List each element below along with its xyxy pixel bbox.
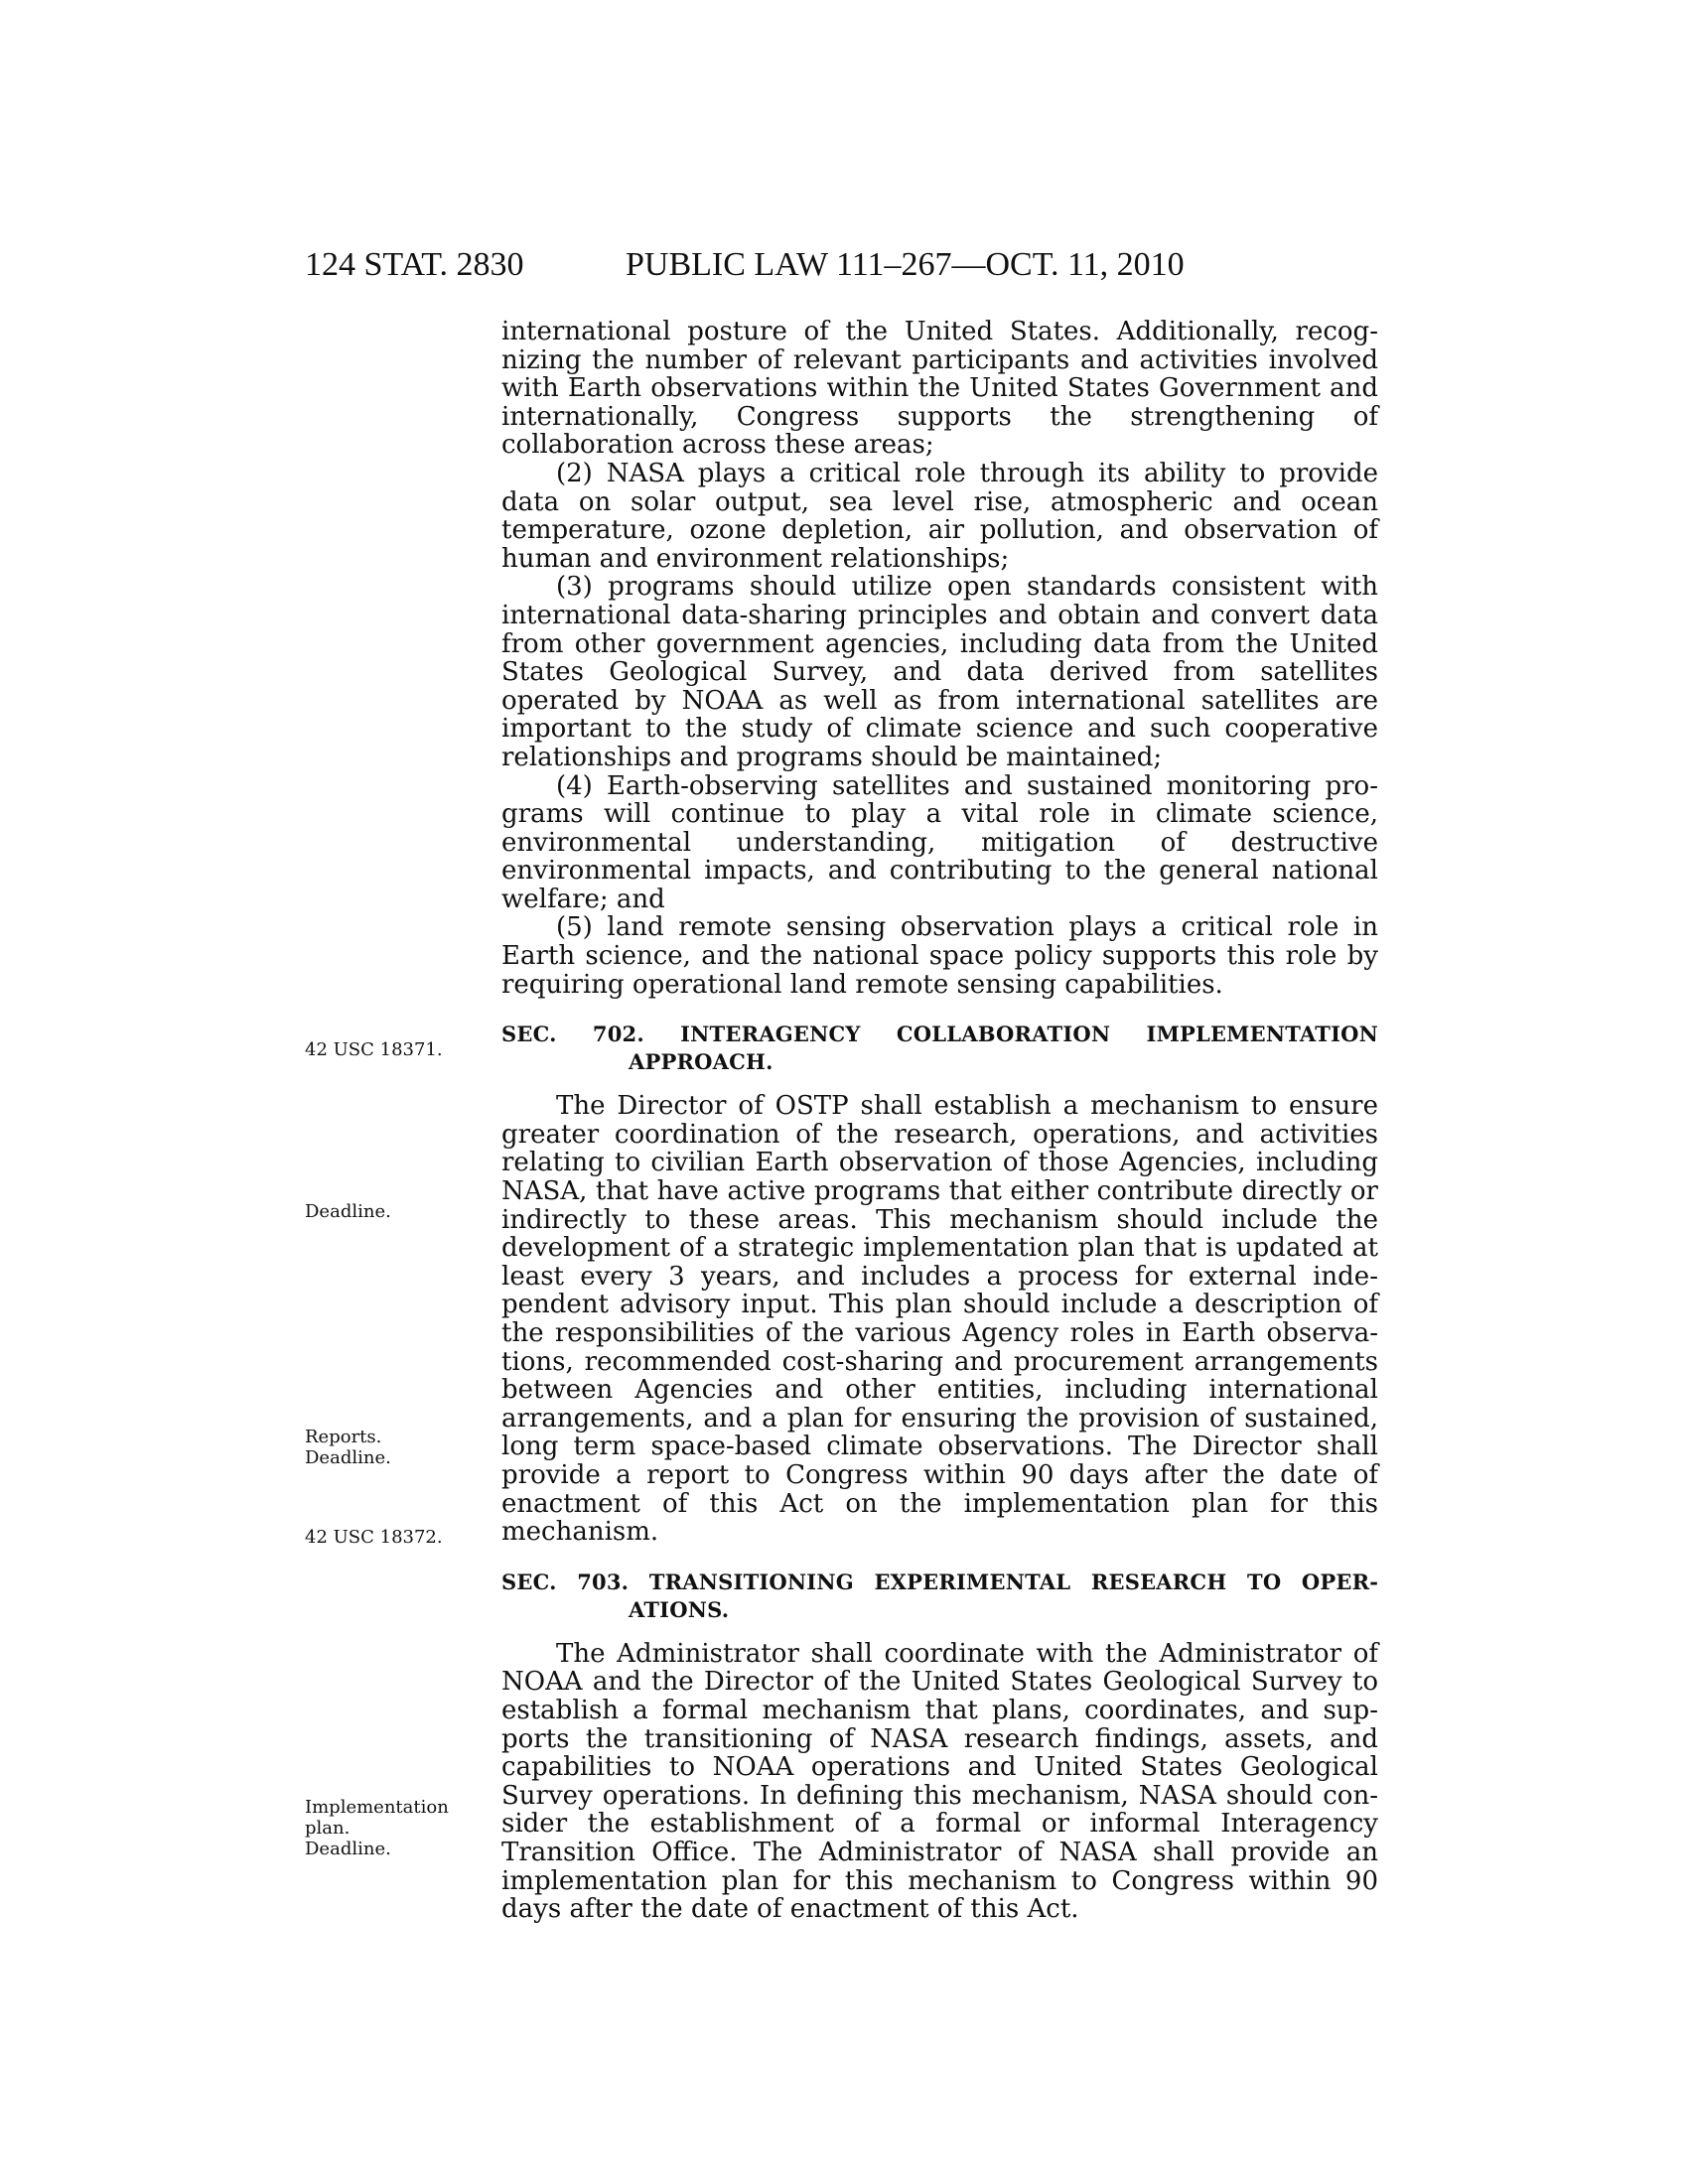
paragraph-item-3: (3) programs should utilize open standards consistent with international data-sharing principles and obtain and convert data from other government agencies, including data from the United States Geological Survey, and data derived from satellites operated by NOAA as well as from international satellites are important to the study of climate science and such cooperative relationships and programs should be maintained;	[501, 572, 1378, 772]
margin-note-deadline: Deadline.	[305, 1201, 391, 1222]
paragraph-item-4: (4) Earth-observing satellites and sustained monitoring programs will continue to play a vital role in climate science, environmental understanding, mitigation of destructive environmental impacts, and contributing to the general national welfare; and	[501, 770, 1378, 914]
paragraph-continuation: international posture of the United States. Additionally, recognizing the number of relevant participants and activities involved with Earth observations within the United States Government and internationally, Congress supports the strengthening of collaboration across these areas;	[501, 317, 1378, 461]
margin-note-implementation: Implementation	[305, 1797, 449, 1818]
public-law-title: PUBLIC LAW 111–267—OCT. 11, 2010	[626, 246, 1185, 283]
section-703-heading: SEC. 703. TRANSITIONING EXPERIMENTAL RESEARCH TO OPERATIONS.	[501, 1569, 1378, 1622]
margin-note-usc-18372: 42 USC 18372.	[305, 1527, 443, 1548]
section-702-text: The Director of OSTP shall establish a mechanism to ensure greater coordination of the research, operations, and activities relating to civilian Earth observation of those Agencies, including NASA, that have active programs that either contribute directly or indirectly to these areas. This mechanism should include the development of a strategic implementation plan that is updated at least every 3 years, and includes a process for external independent advisory input. This plan should include a description of the responsibilities of the various Agency roles in Earth observations, recommended cost-sharing and procurement arrangements between Agencies and other entities, including international arrangements, and a plan for ensuring the provision of sustained, long term space-based climate observations. The Director shall provide a report to Congress within 90 days after the date of enactment of this Act on the implementation plan for this mechanism.	[501, 1091, 1378, 1548]
page-header	[0, 246, 1688, 286]
paragraph-item-2: (2) NASA plays a critical role through its ability to provide data on solar output, sea level rise, atmospheric and ocean temperature, ozone depletion, air pollution, and observation of human and environment relationships;	[501, 458, 1378, 574]
margin-note-reports: Reports.	[305, 1427, 382, 1447]
margin-note-deadline: Deadline.	[305, 1447, 391, 1468]
margin-note-plan: plan.	[305, 1818, 351, 1839]
margin-note-deadline: Deadline.	[305, 1839, 391, 1859]
section-703-text: The Administrator shall coordinate with the Administrator of NOAA and the Director of the United States Geological Survey to establish a formal mechanism that plans, coordinates, and supports the transitioning of NASA research findings, assets, and capabilities to NOAA operations and United States Geological Survey operations. In defining this mechanism, NASA should consider the establishment of a formal or informal Interagency Transition Office. The Administrator of NASA shall provide an implementation plan for this mechanism to Congress within 90 days after the date of enactment of this Act.	[501, 1638, 1378, 1925]
section-702-heading: SEC. 702. INTERAGENCY COLLABORATION IMPLEMENTATION APPROACH.	[501, 1022, 1378, 1075]
document-body	[501, 318, 1378, 1924]
statute-page-reference: 124 STAT. 2830	[305, 246, 524, 283]
margin-note-usc-18371: 42 USC 18371.	[305, 1039, 443, 1060]
paragraph-item-5: (5) land remote sensing observation plays a critical role in Earth science, and the national space policy supports this role by requiring operational land remote sensing capabilities.	[501, 912, 1378, 1000]
